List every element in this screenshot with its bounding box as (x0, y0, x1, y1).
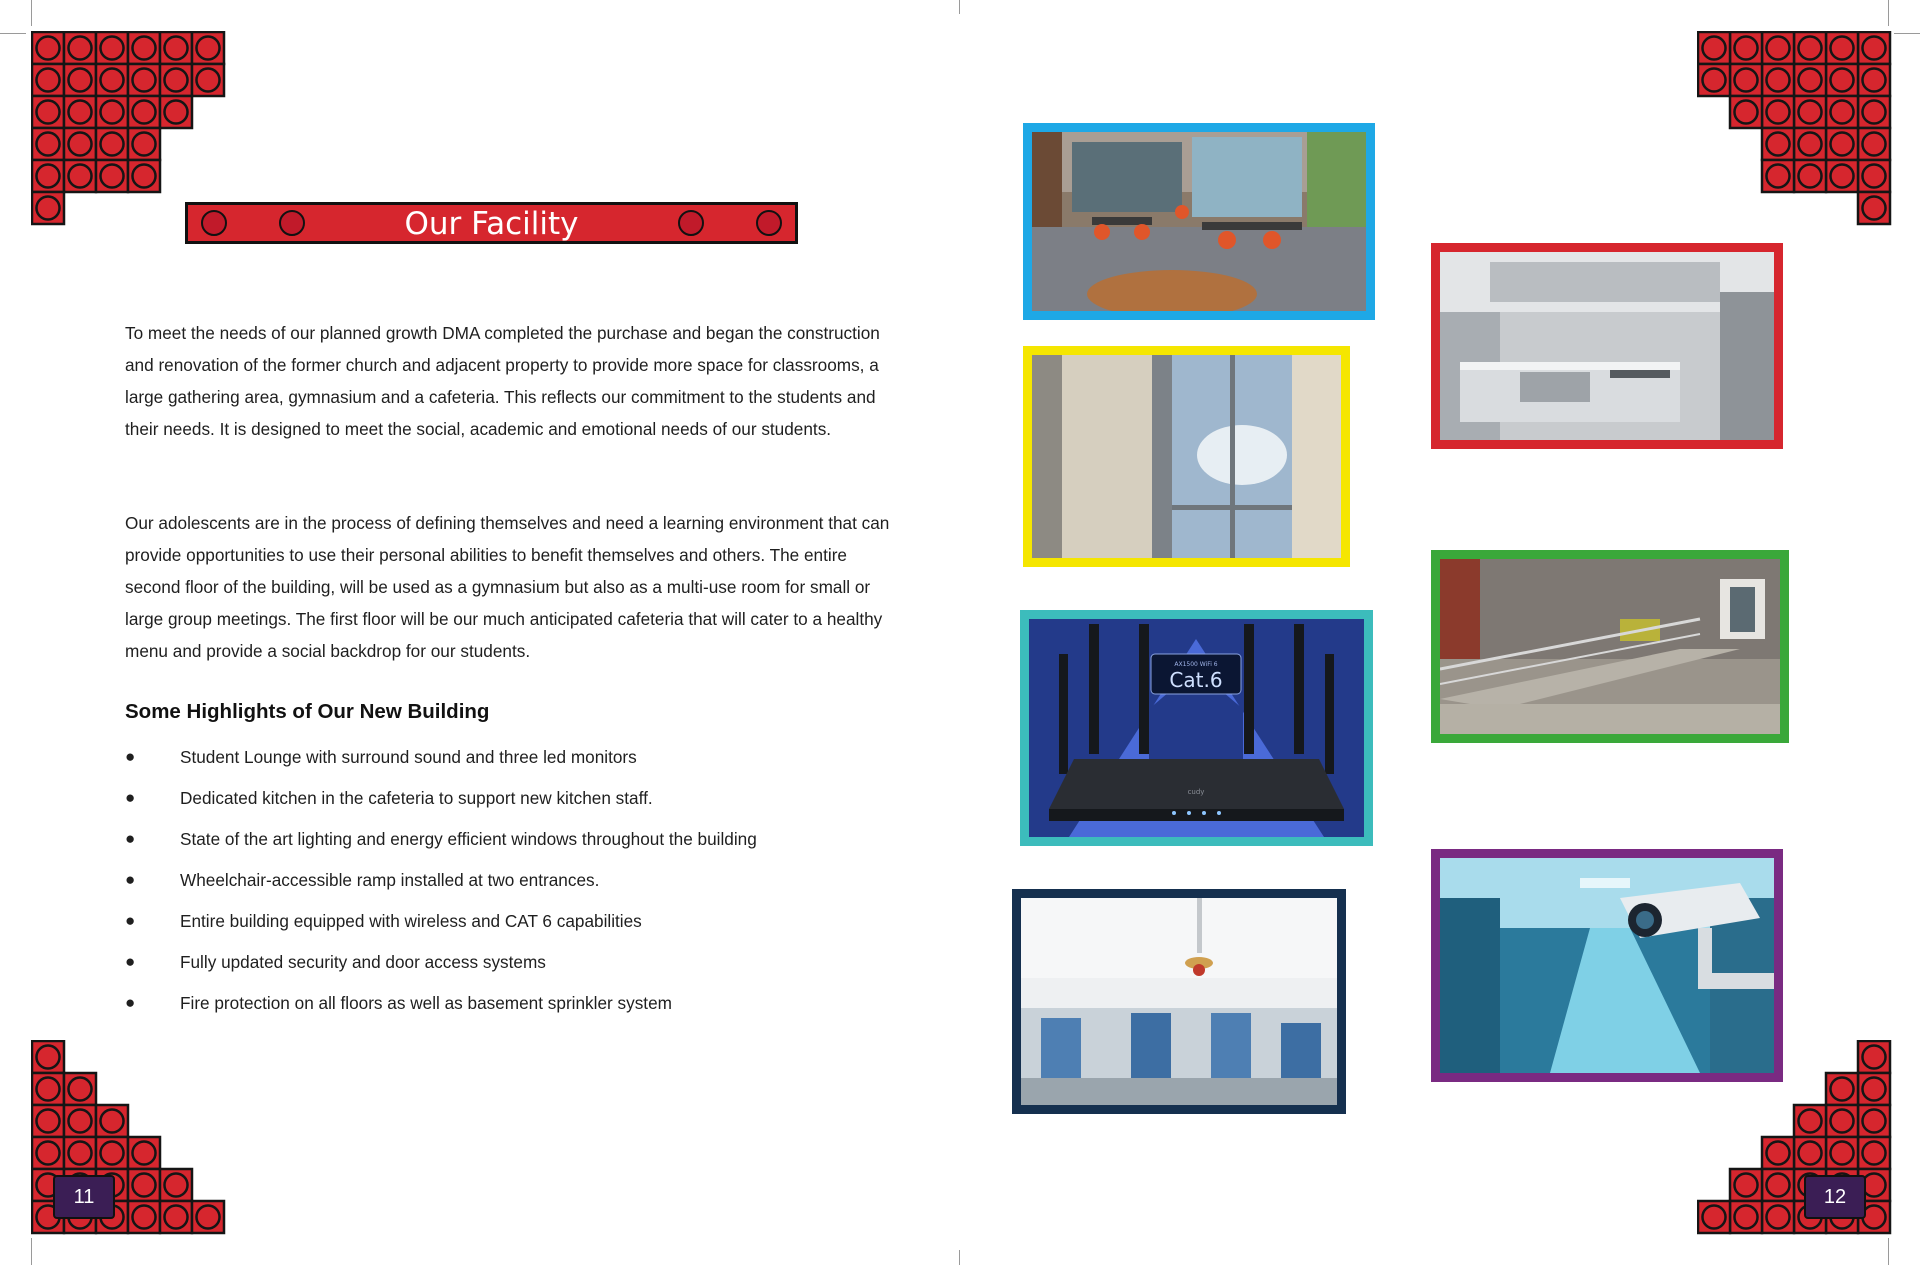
bullet-icon: ● (125, 911, 136, 930)
crop-mark (31, 0, 32, 26)
crop-mark (959, 1250, 960, 1265)
list-item-text: Dedicated kitchen in the cafeteria to support new kitchen staff. (180, 788, 653, 808)
bullet-icon: ● (125, 747, 136, 766)
page-title: Our Facility (404, 206, 579, 242)
intro-paragraph: To meet the needs of our planned growth DMA completed the purchase and began the construction and renovation of the former church and adjacent property to provide more space for classrooms, a large gathering area, gymnasium and a cafeteria. This reflects our commitment to the students and their needs. It is designed to meet the social, academic and emotional needs of our students. (125, 323, 880, 439)
bullet-icon: ● (125, 952, 136, 971)
bullet-icon: ● (125, 788, 136, 807)
list-item-text: Student Lounge with surround sound and three led monitors (180, 747, 637, 767)
bullet-icon: ● (125, 870, 136, 889)
list-item-text: Fully updated security and door access systems (180, 952, 546, 972)
crop-mark (1888, 1238, 1889, 1265)
wifi-router-photo (1020, 610, 1373, 846)
list-item (125, 781, 757, 822)
bullet-icon: ● (125, 829, 136, 848)
list-item-text: Fire protection on all floors as well as basement sprinkler system (180, 993, 672, 1013)
adolescents-paragraph: Our adolescents are in the process of defining themselves and need a learning environment that can provide opportunities to use their personal abilities to benefit themselves and others. The entire second floor of the building, will be used as a gymnasium but also as a multi-use room for small or large group meetings. The first floor will be our much anticipated cafeteria that will cater to a healthy menu and provide a social backdrop for our students. (125, 513, 890, 661)
crop-mark (959, 0, 960, 14)
section-banner (185, 202, 798, 244)
list-item-text: Entire building equipped with wireless and CAT 6 capabilities (180, 911, 642, 931)
crop-mark (1888, 0, 1889, 26)
highlights-list (125, 740, 757, 1027)
list-item (125, 904, 757, 945)
energy-efficient-windows-photo (1023, 346, 1350, 567)
list-item-text: Wheelchair-accessible ramp installed at two entrances. (180, 870, 600, 890)
wheelchair-ramp-photo (1431, 550, 1789, 743)
list-item (125, 945, 757, 986)
crop-mark (0, 33, 26, 34)
list-item (125, 986, 757, 1027)
router-screen-caption: AX1500 WiFi 6 (1174, 661, 1218, 668)
list-item (125, 822, 757, 863)
page-number-right: 12 (1804, 1175, 1866, 1219)
list-item (125, 740, 757, 781)
crop-mark (31, 1238, 32, 1265)
security-camera-photo (1431, 849, 1783, 1082)
page-number-left: 11 (53, 1175, 115, 1219)
lego-brick-corner-top-left (31, 31, 227, 227)
list-item-text: State of the art lighting and energy efficient windows throughout the building (180, 829, 757, 849)
bullet-icon: ● (125, 993, 136, 1012)
crop-mark (1894, 33, 1920, 34)
fire-sprinkler-photo (1012, 889, 1346, 1114)
router-brand-label: cudy (1187, 788, 1205, 796)
lego-brick-corner-top-right (1697, 31, 1893, 227)
highlights-heading: Some Highlights of Our New Building (125, 700, 490, 723)
kitchen-photo (1431, 243, 1783, 449)
student-lounge-photo (1023, 123, 1375, 320)
router-screen-label: Cat.6 (1169, 668, 1223, 692)
list-item (125, 863, 757, 904)
